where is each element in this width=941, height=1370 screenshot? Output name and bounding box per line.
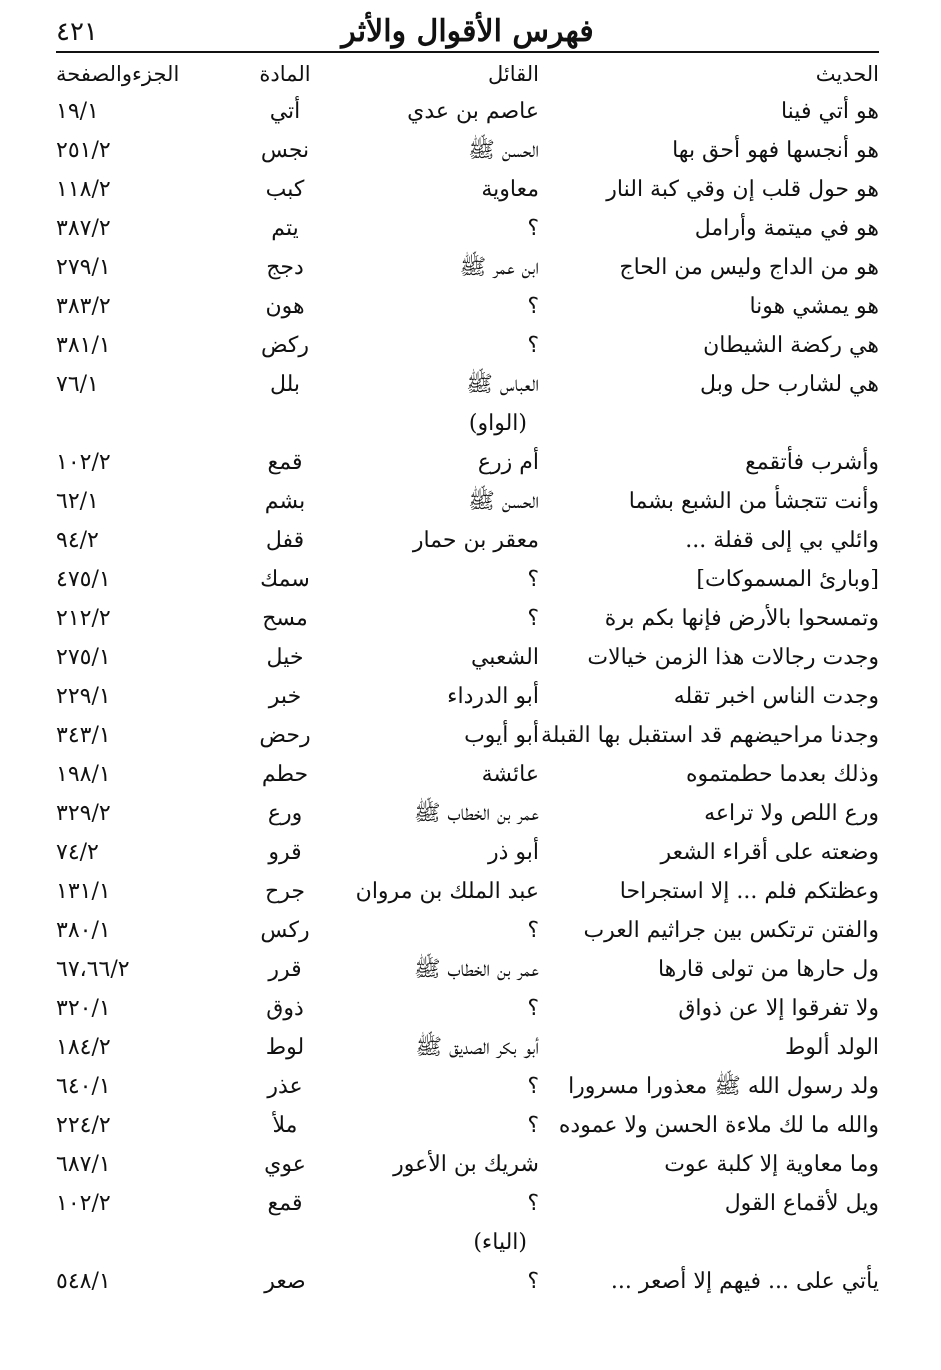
- reference-cell: ١١٨/٢: [56, 177, 111, 202]
- root-cell: قرر: [268, 957, 302, 982]
- reference-cell: ١٩٨/١: [56, 762, 111, 787]
- root-cell: هون: [265, 294, 305, 319]
- column-header-hadith: الحديث: [815, 62, 879, 86]
- speaker-cell: ؟: [527, 606, 539, 631]
- root-cell: عذر: [267, 1074, 303, 1099]
- reference-cell: ٣٢٠/١: [56, 996, 111, 1021]
- hadith-cell: ول حارها من تولى قارها: [657, 957, 879, 982]
- hadith-cell: الولد ألوط: [785, 1035, 879, 1060]
- root-cell: دجج: [266, 255, 304, 280]
- table-row: [56, 248, 879, 287]
- root-cell: ذوق: [266, 996, 304, 1021]
- section-heading-row: [56, 404, 879, 443]
- reference-cell: ٧٤/٢: [56, 840, 99, 865]
- header-row: [56, 56, 879, 92]
- speaker-cell: أبو الدرداء: [447, 684, 539, 709]
- header-rule: [56, 51, 879, 53]
- table-row: [56, 560, 879, 599]
- table-row: [56, 1262, 879, 1301]
- reference-cell: ٢٧٥/١: [56, 645, 111, 670]
- reference-cell: ٧٦/١: [56, 372, 99, 397]
- section-heading: (الواو): [468, 411, 527, 436]
- hadith-cell: ولد رسول الله ﷺ معذورا مسرورا: [568, 1074, 879, 1099]
- reference-cell: ٢١٢/٢: [56, 606, 111, 631]
- reference-cell: ٥٤٨/١: [56, 1269, 111, 1294]
- root-cell: قرو: [268, 840, 302, 865]
- root-cell: عوي: [264, 1152, 306, 1177]
- index-table: [56, 56, 879, 1301]
- table-row: [56, 872, 879, 911]
- section-heading-row: [56, 1223, 879, 1262]
- column-header-root: المادة: [259, 62, 311, 86]
- hadith-cell: والله ما لك ملاءة الحسن ولا عموده: [558, 1113, 879, 1138]
- table-header: [56, 56, 879, 92]
- table-row: [56, 209, 879, 248]
- hadith-cell: هو يمشي هونا: [749, 294, 879, 319]
- reference-cell: ٦٧،٦٦/٢: [56, 957, 130, 982]
- page-header: [56, 10, 879, 56]
- table-row: [56, 599, 879, 638]
- root-cell: نجس: [260, 138, 310, 163]
- table-row: [56, 794, 879, 833]
- speaker-cell: أم زرع: [477, 450, 539, 475]
- speaker-cell: ؟: [527, 333, 539, 358]
- reference-cell: ١٣١/١: [56, 879, 111, 904]
- hadith-cell: هي لشارب حل وبل: [700, 372, 879, 397]
- table-row: [56, 911, 879, 950]
- speaker-cell: ابن عمر ﷺ: [459, 255, 539, 280]
- root-cell: حطم: [261, 762, 309, 787]
- root-cell: قفل: [265, 528, 305, 553]
- reference-cell: ٢٢٤/٢: [56, 1113, 111, 1138]
- hadith-cell: هو في ميتمة وأرامل: [694, 216, 879, 241]
- speaker-cell: عاصم بن عدي: [407, 99, 539, 124]
- hadith-cell: وعظتكم فلم ... إلا استجراحا: [619, 879, 879, 904]
- root-cell: بشم: [264, 489, 306, 514]
- speaker-cell: أبو بكر الصديق ﷺ: [415, 1035, 539, 1060]
- table-row: [56, 950, 879, 989]
- root-cell: خيل: [266, 645, 304, 670]
- table-row: [56, 677, 879, 716]
- reference-cell: ٣٢٩/٢: [56, 801, 111, 826]
- root-cell: كبب: [265, 177, 305, 202]
- table-row: [56, 482, 879, 521]
- speaker-cell: عائشة: [481, 762, 539, 787]
- hadith-cell: ورع اللص ولا تراعه: [704, 801, 879, 826]
- speaker-cell: عمر بن الخطاب ﷺ: [413, 957, 539, 982]
- hadith-cell: وجدت رجالات هذا الزمن خيالات: [587, 645, 879, 670]
- hadith-cell: وتمسحوا بالأرض فإنها بكم برة: [604, 606, 879, 631]
- hadith-cell: هو حول قلب إن وقي كبة النار: [606, 177, 879, 202]
- page-number: ٤٢١: [56, 17, 98, 47]
- reference-cell: ١٠٢/٢: [56, 1191, 111, 1216]
- root-cell: لوط: [265, 1035, 305, 1060]
- reference-cell: ٩٤/٢: [56, 528, 99, 553]
- table-row: [56, 638, 879, 677]
- reference-cell: ١٨٤/٢: [56, 1035, 111, 1060]
- root-cell: مسح: [262, 606, 308, 631]
- speaker-cell: أبو ذر: [487, 840, 539, 865]
- speaker-cell: شريك بن الأعور: [393, 1152, 539, 1177]
- hadith-cell: وجدنا مراحيضهم قد استقبل بها القبلة: [540, 723, 879, 748]
- hadith-cell: وضعته على أقراء الشعر: [660, 840, 879, 865]
- hadith-cell: وأنت تتجشأ من الشبع بشما: [628, 489, 879, 514]
- speaker-cell: العباس ﷺ: [466, 372, 539, 397]
- speaker-cell: ؟: [527, 216, 539, 241]
- root-cell: جرح: [265, 879, 305, 904]
- table-row: [56, 92, 879, 131]
- reference-cell: ٣٨٠/١: [56, 918, 111, 943]
- root-cell: ركض: [260, 333, 310, 358]
- table-row: [56, 1067, 879, 1106]
- reference-cell: ٣٨٧/٢: [56, 216, 111, 241]
- speaker-cell: معقر بن حمار: [412, 528, 539, 553]
- speaker-cell: ؟: [527, 1269, 539, 1294]
- speaker-cell: عبد الملك بن مروان: [355, 879, 539, 904]
- root-cell: ركس: [260, 918, 310, 943]
- table-row: [56, 716, 879, 755]
- root-cell: ورع: [267, 801, 303, 826]
- hadith-cell: وأشرب فأتقمع: [745, 450, 879, 475]
- speaker-cell: عمر بن الخطاب ﷺ: [413, 801, 539, 826]
- table-row: [56, 365, 879, 404]
- hadith-cell: يأتي على ... فيهم إلا أصعر ...: [610, 1269, 879, 1294]
- root-cell: خبر: [268, 684, 302, 709]
- table-row: [56, 1106, 879, 1145]
- column-header-speaker: القائل: [487, 62, 539, 86]
- speaker-cell: ؟: [527, 294, 539, 319]
- hadith-cell: هو من الداج وليس من الحاج: [619, 255, 879, 280]
- root-cell: بلل: [269, 372, 301, 397]
- speaker-cell: ؟: [527, 1074, 539, 1099]
- reference-cell: ٦٤٠/١: [56, 1074, 111, 1099]
- reference-cell: ٢٢٩/١: [56, 684, 111, 709]
- hadith-cell: وائلي بي إلى قفلة ...: [685, 528, 879, 553]
- reference-cell: ٦٨٧/١: [56, 1152, 111, 1177]
- table-row: [56, 443, 879, 482]
- table-row: [56, 1145, 879, 1184]
- speaker-cell: ؟: [527, 996, 539, 1021]
- table-row: [56, 170, 879, 209]
- table-row: [56, 1028, 879, 1067]
- root-cell: يتم: [271, 216, 299, 241]
- hadith-cell: وذلك بعدما حطمتموه: [685, 762, 879, 787]
- root-cell: أتي: [269, 99, 301, 124]
- reference-cell: ١٩/١: [56, 99, 99, 124]
- reference-cell: ٤٧٥/١: [56, 567, 111, 592]
- hadith-cell: وجدت الناس اخبر تقله: [673, 684, 879, 709]
- table-row: [56, 521, 879, 560]
- hadith-cell: وما معاوية إلا كلبة عوت: [664, 1152, 879, 1177]
- hadith-cell: هي ركضة الشيطان: [703, 333, 879, 358]
- root-cell: صعر: [264, 1269, 306, 1294]
- speaker-cell: أبو أيوب: [464, 723, 539, 748]
- reference-cell: ٣٨١/١: [56, 333, 111, 358]
- reference-cell: ٦٢/١: [56, 489, 99, 514]
- reference-cell: ١٠٢/٢: [56, 450, 111, 475]
- section-heading: (الياء): [473, 1230, 527, 1255]
- root-cell: سمك: [260, 567, 310, 592]
- reference-cell: ٢٧٩/١: [56, 255, 111, 280]
- table-body: [56, 92, 879, 1301]
- column-header-reference: الجزءوالصفحة: [56, 62, 180, 86]
- reference-cell: ٣٨٣/٢: [56, 294, 111, 319]
- speaker-cell: ؟: [527, 918, 539, 943]
- hadith-cell: هو أنجسها فهو أحق بها: [672, 138, 879, 163]
- table-row: [56, 1184, 879, 1223]
- root-cell: رحض: [259, 723, 311, 748]
- speaker-cell: ؟: [527, 567, 539, 592]
- root-cell: ملأ: [272, 1113, 298, 1138]
- hadith-cell: هو أتي فينا: [780, 99, 879, 124]
- table-row: [56, 287, 879, 326]
- page-title: فهرس الأقوال والأثر: [341, 14, 594, 49]
- speaker-cell: ؟: [527, 1113, 539, 1138]
- speaker-cell: الحسن ﷺ: [468, 138, 539, 163]
- root-cell: قمع: [267, 450, 303, 475]
- speaker-cell: معاوية: [481, 177, 539, 202]
- hadith-cell: والفتن ترتكس بين جراثيم العرب: [583, 918, 879, 943]
- hadith-cell: ولا تفرقوا إلا عن ذواق: [678, 996, 879, 1021]
- table-row: [56, 989, 879, 1028]
- root-cell: قمع: [267, 1191, 303, 1216]
- table-row: [56, 833, 879, 872]
- table-row: [56, 131, 879, 170]
- hadith-cell: ويل لأقماع القول: [724, 1191, 879, 1216]
- hadith-cell: [وبارئ المسموكات]: [696, 567, 879, 592]
- reference-cell: ٣٤٣/١: [56, 723, 111, 748]
- reference-cell: ٢٥١/٢: [56, 138, 111, 163]
- speaker-cell: الحسن ﷺ: [468, 489, 539, 514]
- speaker-cell: الشعبي: [470, 645, 539, 670]
- table-row: [56, 326, 879, 365]
- table-row: [56, 755, 879, 794]
- speaker-cell: ؟: [527, 1191, 539, 1216]
